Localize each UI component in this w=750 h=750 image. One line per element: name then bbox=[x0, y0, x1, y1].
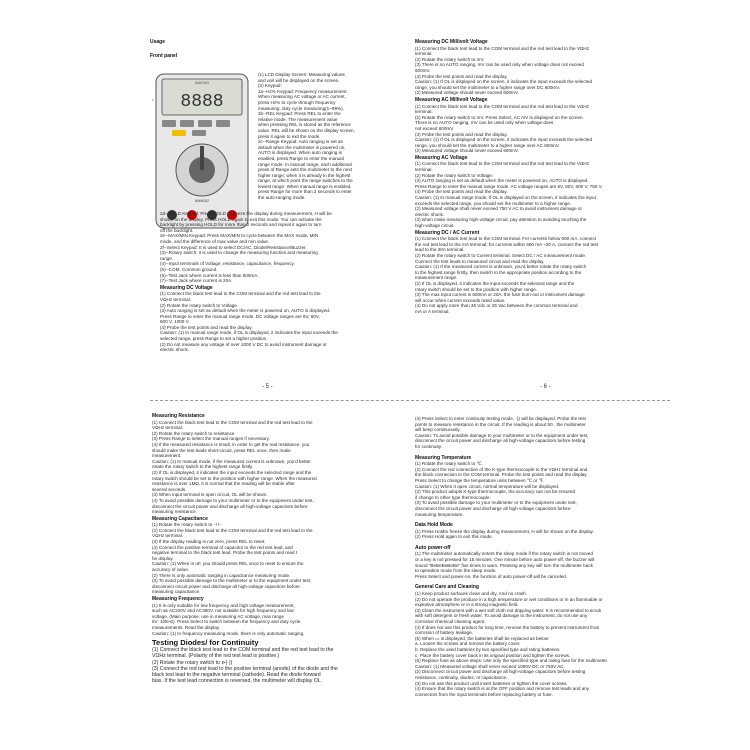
usage-title: Usage bbox=[150, 39, 166, 45]
text-line: terminal. bbox=[415, 109, 433, 115]
text-line: (2) There is only automatic ranging in capacitance measuring mode. bbox=[152, 572, 291, 578]
text-line: Caution: To avoid possible damage to your multimeter or to the equipment under test, bbox=[415, 432, 589, 438]
text-line: explosive atmosphere or in a strong magnetic field. bbox=[415, 602, 519, 608]
text-line: Press Select to change the temperature units between ℃ or ℉. bbox=[415, 477, 545, 483]
text-line: resistance is over 1MΩ, it is normal that the reading will be stable after bbox=[152, 481, 295, 487]
text-line: (3) To avoid possible damage to your multimeter or to the equipment under test, bbox=[415, 500, 577, 506]
text-line: mA or A terminal. bbox=[415, 308, 450, 314]
text-line: (1) Connect the black test lead to the COM terminal and the red test lead to the VΩHz bbox=[415, 161, 590, 167]
text-line: When measuring AC voltage or AC current, bbox=[258, 94, 346, 100]
text-line: should make the test leads short-circuit, press REL once, then make bbox=[152, 447, 291, 453]
text-line: will occur when current exceeds rated value. bbox=[415, 297, 506, 303]
text-line: 600 V, 1000 V. bbox=[160, 319, 190, 325]
bottom-right-column bbox=[415, 416, 675, 697]
text-line: c. Place the battery cover back in its original position and tighten the screws. bbox=[415, 652, 571, 658]
text-line: (2) Rotate the rotary switch to mV. bbox=[415, 56, 485, 62]
section-title: Data Hold Mode bbox=[415, 522, 453, 529]
text-line: relative mode. The measurement value bbox=[258, 116, 338, 122]
text-line: VΩHz terminal. (Polarity of the red test lead is positive.) bbox=[152, 653, 280, 660]
text-line: (6)--Test Jack where current is less than 600mA. bbox=[160, 272, 259, 278]
multimeter-illustration bbox=[152, 72, 252, 230]
text-line: resistance, continuity, diodes, or capacitance. bbox=[415, 674, 508, 680]
text-line: press it again to exit the mode. bbox=[258, 133, 321, 139]
text-line: the auto-ranging mode. bbox=[258, 195, 306, 201]
text-line: measurement. bbox=[152, 453, 182, 459]
text-line: There is no AUTO ranging, mV can be used only when voltage does bbox=[415, 120, 554, 126]
text-line: lowest range. When manual range is enabled, bbox=[258, 183, 352, 189]
text-line: Caution: (1) If OL is displayed on the screen, it indicates the input exceeds the selected bbox=[415, 137, 593, 143]
text-line: (2) Press Hold again to exit this mode. bbox=[415, 534, 493, 540]
text-line: (5) When ▭ is displayed, the batteries shall be replaced as below: bbox=[415, 635, 550, 641]
text-line: (3)--Rotary switch: it is used to change the measuring function and measuring bbox=[160, 250, 318, 256]
bottom-left-column bbox=[152, 412, 407, 684]
text-line: (3) Do not use this product until insert batteries or tighten the cover screws. bbox=[415, 680, 568, 686]
text-line: b. Replace the used batteries by two specified type and rating batteries. bbox=[415, 646, 561, 652]
text-line: Caution: (1) If the measured current is unknown, you'd better rotate the rotary switch bbox=[415, 264, 587, 270]
text-line: Caution: (1) In manual range mode, if OL is displayed, it indicates the input exceeds the bbox=[160, 330, 338, 336]
text-line: bias. If the test lead connection is reversed, the multimeter will display OL. bbox=[152, 678, 323, 685]
text-line: (7)--Test Jack where current is 20A. bbox=[160, 278, 233, 284]
text-line: (1) It is only suitable for low frequency and high voltage measurement, bbox=[152, 602, 295, 608]
usage-header bbox=[150, 38, 270, 59]
section-title: Measuring DC / AC Current bbox=[415, 229, 480, 236]
text-line: will beep continuously. bbox=[415, 427, 461, 433]
text-line: disconnect the circuit power and discharge all high-voltage capacitors before testing bbox=[415, 438, 586, 444]
text-line: electric shock. bbox=[160, 347, 190, 353]
text-line: such as AC220V and AC380V, not suitable for high frequency and low bbox=[152, 608, 294, 614]
text-line: a. Loosen the screws and remove the battery cover. bbox=[415, 641, 521, 647]
section-title: Auto power-off bbox=[415, 544, 451, 551]
text-line: (2) If OL is displayed, it indicates the input exceeds the selected range and the bbox=[152, 469, 312, 475]
text-line: points to measure resistance in the circuit. If the reading is about 50 , the multimeter bbox=[415, 421, 586, 427]
text-line: voltage. (Main purpose: use in measuring AC voltage, max range bbox=[152, 613, 285, 619]
right-column-top bbox=[415, 38, 675, 315]
text-line: (3) The max input current is 600mA or 20A, the fuse burn-out or instrument damage bbox=[415, 292, 585, 298]
text-line: (2) Measured voltage should never exceed 600mV. bbox=[415, 90, 519, 96]
text-line: press Range for more than 2 seconds to enter bbox=[258, 189, 352, 195]
text-line: (4) If the measured resistance is small, in order to get the real resistance, you bbox=[152, 441, 310, 447]
text-line: Caution: (1) When it open circuit, normal temperature will be displayed. bbox=[415, 483, 560, 489]
text-line: disconnect circuit power and discharge all high-voltage capacitors before bbox=[152, 583, 300, 589]
text-line: (2) If OL is displayed, it indicates the input exceeds the selected range and the bbox=[415, 280, 575, 286]
text-line: Caution: (1) In manual range mode, if OL is displayed on the screen, it indicates the input bbox=[415, 195, 596, 201]
text-line: (2) Rotate the rotary switch to ⊳|·)) bbox=[152, 659, 233, 666]
text-line: (1) Connect the black test lead to the COM terminal and the red test lead to the bbox=[152, 647, 334, 654]
section-title: General Care and Cleaning bbox=[415, 584, 479, 591]
text-line: range, you should set the multimeter to a higher range over DC 600mV. bbox=[415, 84, 561, 90]
text-line: (4) Probe the test points and read the display. bbox=[160, 324, 253, 330]
text-line: (2) Do not measure any voltage of over 1000 V DC to avoid instrument damage or bbox=[160, 341, 327, 347]
text-line: with soft detergent or fresh water. To avoid damage to the instrument, do not use any bbox=[415, 613, 588, 619]
text-line: VΩHz terminal. bbox=[160, 296, 192, 302]
text-line: measuring capacitance. bbox=[152, 589, 201, 595]
text-line: (4) If does not use this product for long time, remove the battery to prevent instrument from bbox=[415, 624, 600, 630]
text-line: negative terminal to the black test lead. Probe the test points and read t bbox=[152, 550, 298, 556]
text-line: (1) Keep product surfaces clean and dry. And no crash. bbox=[415, 591, 528, 597]
text-line: measurements. Read the display. bbox=[152, 624, 221, 630]
text-line: (1) Press Holdto freeze the display during measurement, H will be shown on the display. bbox=[415, 528, 594, 534]
section-title: Measuring AC Voltage bbox=[415, 154, 468, 161]
text-line: (2) Rotate the rotary switch to Voltage. bbox=[160, 302, 239, 308]
section-title: Measuring AC Millivolt Voltage bbox=[415, 96, 488, 103]
text-line: Press Select and power-on, the function of auto power-off will be canceled. bbox=[415, 573, 568, 579]
text-line: Caution: (1) If OL is displayed on the screen, it indicates the input exceeds the selected bbox=[415, 79, 593, 85]
text-line: enabled, press Range to enter the manual bbox=[258, 155, 344, 161]
text-line: if change to other type thermocouple. bbox=[415, 494, 491, 500]
text-line: accuracy of value. bbox=[152, 567, 190, 573]
text-line: black test lead to the negative terminal (cathode). Read the diode forward bbox=[152, 671, 321, 678]
page-number: - 5 - bbox=[262, 384, 273, 390]
text-line: (2) This product adopts K-type thermocouple, the accuracy can not be ensured bbox=[415, 489, 576, 495]
text-line: (1) Connect the black test lead to the COM terminal and the red test lead to the bbox=[160, 291, 321, 297]
text-line: mode, and the difference of max value and min value. bbox=[160, 238, 270, 244]
text-line: (4)--Input terminals of Voltage, resistance, capacitance, frequency. bbox=[160, 261, 295, 267]
text-line: (4) Do not apply more than 36 Vdc or 25 Vac between the common terminal and bbox=[415, 303, 578, 309]
text-line: sound "BeBeBeBeBe" five times to warn. Pressing any key will turn the multimeter back bbox=[415, 562, 593, 568]
text-line: corrosion of battery leakage. bbox=[415, 630, 473, 636]
text-line: Caution: (1) When in uF, you should press REL once to reset to ensure the bbox=[152, 561, 304, 567]
text-line: several seconds. bbox=[152, 486, 187, 492]
text-line: (4) Press Select to enter continuity testing mode, ·)) will be displayed. Probe the test bbox=[415, 416, 586, 421]
text-line: (2) Do not operate the produce in a high temperature or wet conditions or in an flammable or bbox=[415, 596, 603, 602]
text-line: 2f--Select Keypad: It is used to select DC/AC, Diode/Resistance/Buzzer. bbox=[160, 244, 307, 250]
text-line: (3) AUTO ranging is set as default when the meter is powered on, AUTO is displayed. bbox=[415, 178, 589, 184]
text-line: (3) Clean the instrument with a wet soft cloth not dripping water. It is recommended to scrub bbox=[415, 607, 602, 613]
text-line: disconnect the circuit power and discharge all high-voltage capacitors before bbox=[415, 505, 571, 511]
text-line: 5V: 10kHz). Press Select to switch between the frequency and duty cycle bbox=[152, 619, 301, 625]
section-title: Measuring Temperature bbox=[415, 454, 472, 461]
text-line: shown on the display. Press HOLD again to exit this mode. You can activate the bbox=[160, 216, 322, 222]
text-line: (4) Connect the positive terminal of capacitor to the red test lead, and bbox=[152, 544, 293, 550]
text-line: (2) Disconnect circuit power and discharge all high-voltage capacitors before testing bbox=[415, 669, 586, 675]
text-line: range mode. In manual range, each additional bbox=[258, 161, 352, 167]
text-line: (3) when make measuring high-voltage circuit, pay attention to avoiding touching the bbox=[415, 217, 587, 223]
text-line: backlight by pressing HOLD for more than 2 seconds and repeat it again to turn bbox=[160, 222, 322, 228]
text-line: not exceed 600mV bbox=[415, 125, 454, 131]
svg-text:8888: 8888 bbox=[180, 92, 224, 112]
text-line: 2c--Range Keypad: Auto ranging is set as bbox=[258, 139, 343, 145]
text-line: press of Range sets the multimeter to the next bbox=[258, 167, 352, 173]
text-line: exceeds the selected range, you should set the multimeter to a higher range. bbox=[415, 200, 572, 206]
text-line: (1) Connect the black test lead to the COM terminal and the red test lead to the VΩHz bbox=[415, 103, 590, 109]
text-line: (1) The multimeter automatically enters the sleep mode if the rotary switch is not moved bbox=[415, 551, 593, 557]
text-line: (1) Connect the black test lead to the COM terminal and the red test lead to the VΩHz bbox=[415, 45, 590, 51]
text-line: (3) If the display reading is not zero, press REL to reset. bbox=[152, 539, 266, 545]
text-line: (2) Connect the red connection of the K-type thermocouple to the VΩHz terminal and bbox=[415, 466, 588, 472]
section-title: Measuring DC Voltage bbox=[160, 284, 213, 291]
text-line: (1) LCD Display Screen: Measuring values bbox=[258, 72, 345, 77]
text-line: and unit will be displayed on the screen. bbox=[258, 77, 340, 83]
front-panel-title: Front panel bbox=[150, 52, 178, 59]
text-line: off the backlight. bbox=[160, 227, 194, 233]
text-line: Press Range to enter the manual range mode. AC voltage ranges are 6V, 60V, 600 V, 750 V. bbox=[415, 183, 603, 189]
text-line: when pressing REL is stored as the reference bbox=[258, 122, 351, 128]
text-line: (4) Probe the test points and read the display. bbox=[415, 73, 508, 79]
text-line: Caution: (1) In manual mode, if the measured current is unknown, you'd better bbox=[152, 458, 311, 464]
text-line: (2) Rotate the rotary switch to resistance bbox=[152, 430, 235, 436]
text-line: high-voltage circuit. bbox=[415, 223, 455, 228]
text-line: to operation mode from the sleep mode. bbox=[415, 568, 497, 574]
text-line: (3) Auto ranging is set as default when the meter is powered on, AUTO is displayed. bbox=[160, 308, 331, 314]
text-line: Connect the test leads to measured circuit and read the display. bbox=[415, 258, 545, 264]
front-panel-list bbox=[258, 72, 408, 201]
text-line: Caution: (1) Measured voltage shall never exceed 1000V DC or 750V AC. bbox=[415, 663, 565, 669]
text-line: default when the multimeter is powered on, bbox=[258, 144, 346, 150]
section-title: Measuring Capacitance bbox=[152, 515, 208, 522]
text-line: measurement range. bbox=[415, 275, 458, 281]
text-line: VΩHz terminal. bbox=[152, 425, 184, 431]
text-line: measuring, duty cycle measuring(1~99%). bbox=[258, 105, 344, 111]
text-line: (3) Connect the red test lead to the positive terminal (anode) of the diode and the bbox=[152, 665, 338, 672]
text-line: (3) To avoid possible damage to the multimeter or to the equipment under test, bbox=[152, 578, 312, 584]
text-line: 2d--HOLD Keypad: Press HOLD to freeze the display during measurement, H will be bbox=[160, 211, 332, 216]
text-line: (2) Connect the black test lead to the COM terminal and the red test lead to the bbox=[152, 527, 313, 533]
text-line: (4) Probe the test points and read the display. bbox=[415, 189, 508, 195]
text-line: (2) Measured voltage should never exceed 600mV. bbox=[415, 148, 519, 154]
text-line: terminal. bbox=[415, 167, 433, 173]
text-line: range. bbox=[160, 255, 174, 261]
text-line: higher range; when it is already in the highest bbox=[258, 172, 351, 178]
text-line: range, at which point the range switches to the bbox=[258, 178, 353, 184]
text-line: AUTO is displayed. When auto ranging is bbox=[258, 150, 342, 156]
text-line: rotate the rotary switch to the highest range firstly. bbox=[152, 464, 254, 470]
text-line: (2) Keypad: bbox=[258, 83, 282, 89]
text-line: (2) Rotate the rotary switch to Voltage. bbox=[415, 172, 494, 178]
text-line: range, you should set the multimeter to a higher range over AC 600mV. bbox=[415, 142, 560, 148]
text-line: he display. bbox=[152, 555, 174, 561]
text-line: or a key is not pressed for 15 minutes. One minute before auto power-off, the buzzer will bbox=[415, 557, 595, 563]
text-line: (3) Press Range to select the manual ranges if necessary. bbox=[152, 436, 270, 442]
text-line: terminal. bbox=[415, 51, 433, 57]
text-line: 600mV. bbox=[415, 67, 431, 73]
text-line: 2b--REL Keypad: Press REL to enter the bbox=[258, 111, 341, 117]
text-line: selected range, press Range to set a higher position. bbox=[160, 336, 268, 342]
text-line: the black connection to the COM terminal. Probe the test points and read the display. bbox=[415, 472, 588, 478]
text-line: Press Range to enter the manual range mode. DC voltage ranges are 6V, 60V, bbox=[160, 313, 320, 319]
text-line: to the highest range firstly, then switch to the appropriate position according to the bbox=[415, 269, 582, 275]
text-line: (1) Rotate the rotary switch to ⊣⊢ bbox=[152, 522, 222, 528]
text-line: (3) When input terminal is open circuit, OL will be shown. bbox=[152, 492, 268, 498]
text-line: lead to the 20A terminal. bbox=[415, 247, 465, 253]
text-line: (2) Rotate the rotary switch to Current terminal. Select DC / AC measurement mode. bbox=[415, 252, 587, 258]
text-line: (1) Connect the black test lead to the COM terminal and the red test lead to the bbox=[152, 419, 313, 425]
text-line: electric shock. bbox=[415, 211, 445, 217]
text-line: value. REL will be shown on the display screen, bbox=[258, 127, 355, 133]
meter-model: AN8002 bbox=[194, 198, 210, 203]
text-line: measuring temperature. bbox=[415, 511, 464, 517]
text-line: (2) Measured voltage shall never exceed 750 V AC to avoid instrument damage or bbox=[415, 206, 582, 212]
text-line: Caution: (1) In frequency measuring mode, there is only automatic ranging. bbox=[152, 630, 305, 636]
text-line: the red test lead to the mA terminal; for currents within 600 mA ~20 A, connect the red test bbox=[415, 241, 598, 247]
text-line: corrosive chemical cleaning agent. bbox=[415, 619, 486, 624]
text-line: (2) Rotate the rotary switch to mV. Press Select, AC mV is displayed on the screen. bbox=[415, 114, 584, 120]
text-line: measuring resistance. bbox=[152, 509, 197, 515]
text-line: press Hz% to cycle through frequency bbox=[258, 99, 336, 105]
text-line: 2a--Hz% Keypad: Frequency measurement. bbox=[258, 88, 348, 94]
section-title: Measuring Resistance bbox=[152, 413, 205, 419]
text-line: (5)--COM, Common ground. bbox=[160, 266, 218, 272]
front-panel-list-full bbox=[160, 211, 410, 353]
section-title-large: Testing Diodes/ for Continuity bbox=[152, 638, 259, 648]
text-line: (4) To avoid possible damage to your multimeter or to the equipment under test, bbox=[152, 497, 314, 503]
meter-brand: ANENG bbox=[194, 80, 210, 85]
page-divider bbox=[150, 400, 670, 401]
text-line: for continuity. bbox=[415, 443, 442, 449]
text-line: (3) Probe the test points and read the display. bbox=[415, 131, 508, 137]
page-number: - 6 - bbox=[540, 384, 551, 390]
section-title: Measuring DC Millivolt Voltage bbox=[415, 39, 488, 45]
text-line: 2e--MAX/MIN Keypad: Press MAX/MIN to cycle between the MAX mode, MIN bbox=[160, 233, 319, 239]
text-line: connectors from the input terminals before replacing battery or fuse. bbox=[415, 691, 553, 697]
text-line: (3) There is no AUTO ranging, mV can be used only when voltage does not exceed bbox=[415, 62, 584, 68]
text-line: (1) Rotate the rotary switch to ℃. bbox=[415, 461, 483, 467]
text-line: disconnect the circuit power and discharge all high-voltage capacitors before bbox=[152, 503, 308, 509]
text-line: VΩHz terminal. bbox=[152, 533, 184, 539]
section-title: Measuring Frequency bbox=[152, 596, 204, 602]
text-line: rotary switch should be set to the position with higher range. bbox=[415, 286, 538, 292]
text-line: (4) Ensure that the rotary switch is at the OFF position and remove test leads and any bbox=[415, 686, 590, 692]
text-line: (1) Connect the black test lead to the COM terminal. For currents below 600 mA, connect bbox=[415, 236, 597, 242]
text-line: (6) Replace fuse as above steps. Use only the specified type and rating fuse for the multimeter. bbox=[415, 658, 609, 664]
text-line: rotary switch should be set to the position with higher range. When the measured bbox=[152, 475, 317, 481]
